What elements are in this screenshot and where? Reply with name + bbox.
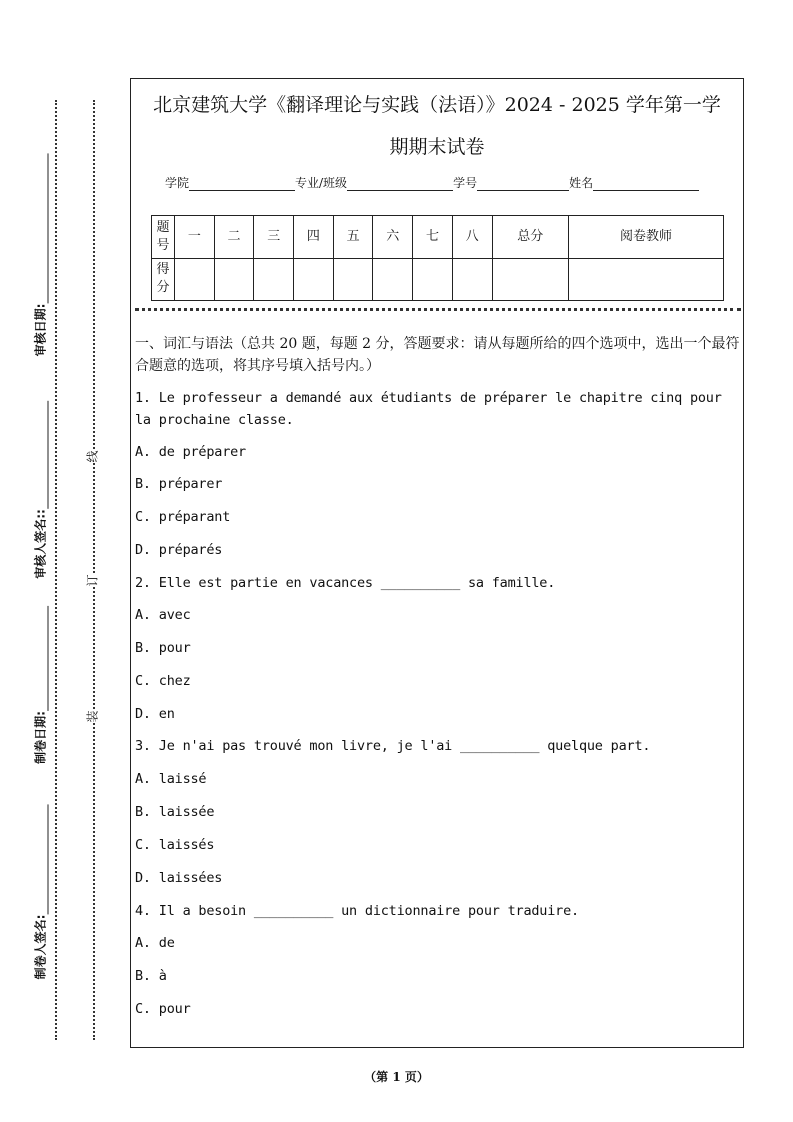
option: D. laissées — [135, 870, 223, 886]
separator-dotted — [135, 308, 741, 311]
student-info — [165, 174, 699, 191]
name-field[interactable] — [593, 178, 699, 191]
option: D. en — [135, 706, 175, 722]
score-cell[interactable] — [254, 258, 294, 301]
option: B. préparer — [135, 476, 223, 492]
college-field[interactable] — [189, 178, 295, 191]
score-cell[interactable] — [569, 258, 724, 301]
option: B. à — [135, 968, 167, 984]
binding-char-line: 线 — [85, 450, 100, 463]
review-date-field — [32, 154, 49, 357]
option: C. pour — [135, 1001, 191, 1017]
header-cell: 阅卷教师 — [569, 216, 724, 259]
question-text: 4. Il a besoin __________ un dictionnaire pour traduire. — [135, 903, 579, 919]
exam-title: 北京建筑大学《翻译理论与实践（法语）》2024 - 2025 学年第一学 — [153, 94, 721, 116]
option: A. de préparer — [135, 444, 246, 460]
binding-char-bind: 装 — [85, 710, 100, 723]
question-text: 1. Le professeur a demandé aux étudiants de préparer le chapitre cinq pour la prochaine classe. — [135, 390, 722, 428]
review-date-line — [38, 154, 49, 304]
option: D. préparés — [135, 542, 223, 558]
score-cell[interactable] — [175, 258, 215, 301]
option: A. avec — [135, 607, 191, 623]
option: A. de — [135, 935, 175, 951]
header-cell: 七 — [413, 216, 453, 259]
section-heading: 一、词汇与语法（总共 20 题，每题 2 分，答题要求：请从每题所给的四个选项中，选出一个最符合题意的选项，将其序号填入括号内。） — [135, 336, 740, 374]
score-cell[interactable] — [492, 258, 569, 301]
header-cell: 八 — [452, 216, 492, 259]
header-cell: 四 — [294, 216, 334, 259]
outer-dotted-line — [55, 100, 57, 1040]
reviewer-line — [38, 401, 49, 509]
maker-field — [32, 805, 49, 980]
make-date-line — [38, 606, 49, 711]
review-date-label: 审核日期: — [33, 303, 48, 357]
header-cell: 五 — [333, 216, 373, 259]
reviewer-label: 审核人签名:: — [33, 509, 48, 579]
score-cell[interactable] — [413, 258, 453, 301]
header-cell: 二 — [214, 216, 254, 259]
make-date-field — [32, 606, 49, 764]
make-date-label: 制卷日期: — [33, 711, 48, 764]
college-label: 学院 — [165, 176, 190, 190]
row-label-question: 题号 — [152, 216, 175, 259]
maker-line — [38, 805, 49, 915]
major-label: 专业/班级 — [295, 176, 348, 190]
option: C. préparant — [135, 509, 231, 525]
binding-char-order: 订 — [85, 574, 100, 587]
option: A. laissé — [135, 771, 207, 787]
option: C. chez — [135, 673, 191, 689]
header-cell: 一 — [175, 216, 215, 259]
header-cell: 总分 — [492, 216, 569, 259]
score-cell[interactable] — [214, 258, 254, 301]
exam-title-cont: 期期末试卷 — [389, 136, 485, 158]
option: B. pour — [135, 640, 191, 656]
option: B. laissée — [135, 804, 215, 820]
score-table — [151, 215, 724, 301]
name-label: 姓名 — [569, 176, 594, 190]
header-cell: 三 — [254, 216, 294, 259]
maker-label: 制卷人签名: — [33, 914, 48, 980]
option: C. laissés — [135, 837, 215, 853]
student-id-label: 学号 — [453, 176, 478, 190]
score-cell[interactable] — [333, 258, 373, 301]
question-text: 3. Je n'ai pas trouvé mon livre, je l'ai __________ quelque part. — [135, 738, 651, 754]
score-cell[interactable] — [294, 258, 334, 301]
major-field[interactable] — [347, 178, 453, 191]
question-text: 2. Elle est partie en vacances __________ sa famille. — [135, 575, 556, 591]
page-number: （第 1 页） — [364, 1070, 429, 1084]
reviewer-field — [32, 401, 49, 579]
score-cell[interactable] — [452, 258, 492, 301]
binding-dotted-line — [93, 100, 95, 1040]
row-label-score: 得分 — [152, 258, 175, 301]
student-id-field[interactable] — [477, 178, 569, 191]
header-cell: 六 — [373, 216, 413, 259]
score-cell[interactable] — [373, 258, 413, 301]
